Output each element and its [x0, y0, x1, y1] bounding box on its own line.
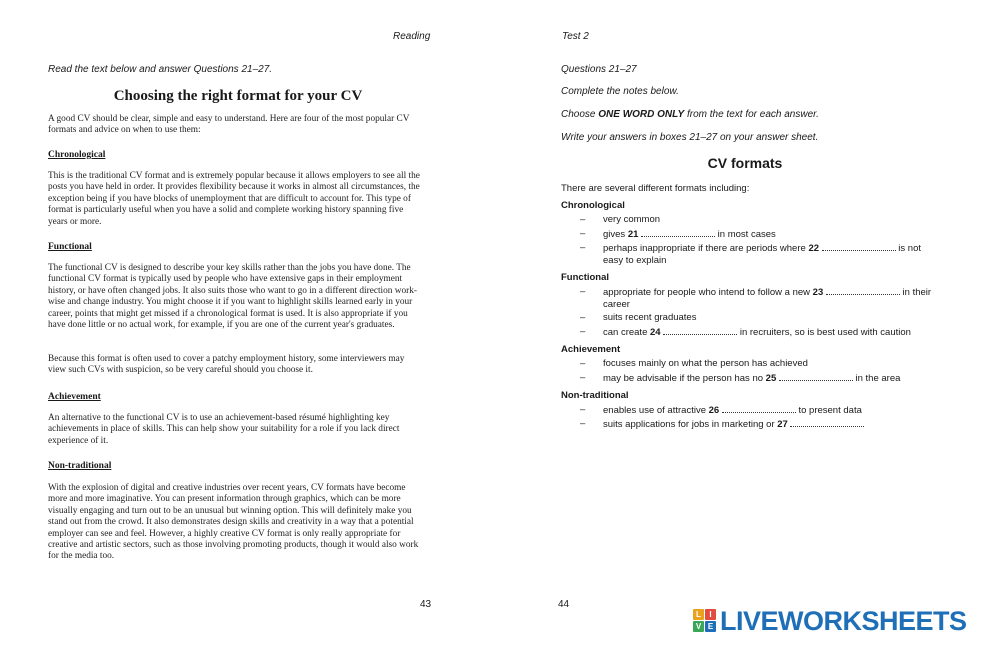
answer-sheet-instruction: Write your answers in boxes 21–27 on your answer sheet.	[561, 132, 819, 143]
notes-heading-achievement: Achievement	[561, 344, 621, 355]
section-heading-achievement: Achievement	[48, 392, 101, 402]
logo-tile-v: V	[693, 621, 704, 632]
notes-intro: There are several different formats including:	[561, 183, 750, 194]
intro-paragraph: A good CV should be clear, simple and easy to understand. Here are four of the most popular CV formats and advice on when to use them:	[48, 114, 410, 136]
article-title: Choosing the right format for your CV	[113, 88, 363, 104]
functional-paragraph-2: Because this format is often used to cover a patchy employment history, some interviewers may view such CVs with suspicion, so be very careful should you choose it.	[48, 354, 405, 376]
functional-paragraph-1: The functional CV is designed to describe your key skills rather than the jobs you have done. The functional CV format is typically used by people who have extensive gaps in their employment history, or have often changed jobs. It also suits those who want to go in a different direction work-wise and change industry. You might choose it if you want to highlight skills learned early in your career, points that might get missed if a chronological format is used. It is also appropriate if you have done little or no actual work, for example, if you are one of the current year's graduates.	[48, 263, 417, 331]
notes-heading-non-traditional: Non-traditional	[561, 390, 629, 401]
notes-title: CV formats	[707, 155, 783, 171]
reading-instruction: Read the text below and answer Questions 21–27.	[48, 64, 273, 75]
right-page: Test 2 Questions 21–27 Complete the notes below. Choose ONE WORD ONLY from the text for each answer. Write your answers in boxes 21–27 on your answer sheet. CV formats There are several different formats including: Chronological – very common – gives 21 in most cases – perhaps inappropriate if there are periods where 22 is not easy to explain Functional – appropriate for people who intend to follow a new 23 in their career – suits recent graduates – can create 24 in recruiters, so is best used with caution Achievement – focuses mainly on what the person has achieved – may be advisable if the person has no 25 in the area Non-traditional – enables use of attractive 26 to present data – suits applications for jobs in marketing or 27 44	[500, 0, 1000, 647]
logo-tile-i: I	[705, 609, 716, 620]
answer-gap-27[interactable]	[790, 418, 864, 427]
logo-tile-l: L	[693, 609, 704, 620]
non-traditional-paragraph: With the explosion of digital and creative industries over recent years, CV formats have become more and more imaginative. You can present information through graphics, which can be more visually engaging and turn out to be an unusual but winning option. This will definitely make you stand out from the crowd. It also demonstrates design skills and creativity in a way that a potential employer can see and feel. However, a highly creative CV format is only really appropriate for creative and artistic sectors, such as those involving promoting products, though it would also work for the media too.	[48, 483, 419, 562]
section-heading-non-traditional: Non-traditional	[48, 461, 112, 471]
right-page-number: 44	[558, 599, 570, 610]
answer-gap-26[interactable]	[722, 404, 796, 413]
section-heading-chronological: Chronological	[48, 150, 106, 160]
answer-gap-21[interactable]	[641, 228, 715, 237]
liveworksheets-logo-icon	[693, 609, 717, 633]
chronological-paragraph: This is the traditional CV format and is extremely popular because it allows employers to see all the posts you have held in order. It provides flexibility because it works in almost all circumstances, the exception being if you have blocks of unemployment that are difficult to account for. This type of format is particularly useful when you have a solid and complete working history spanning five years or more.	[48, 171, 420, 227]
logo-tile-e: E	[705, 621, 716, 632]
answer-gap-25[interactable]	[779, 372, 853, 381]
right-running-header: Test 2	[562, 31, 589, 42]
liveworksheets-logo	[693, 604, 993, 638]
questions-label: Questions 21–27	[561, 64, 637, 75]
liveworksheets-wordmark: LIVEWORKSHEETS	[720, 606, 967, 636]
answer-gap-24[interactable]	[663, 326, 737, 335]
notes-heading-functional: Functional	[561, 272, 610, 283]
left-page-number: 43	[420, 599, 432, 610]
notes-heading-chronological: Chronological	[561, 200, 625, 211]
answer-gap-23[interactable]	[826, 286, 900, 295]
section-heading-functional: Functional	[48, 242, 92, 252]
complete-notes-instruction: Complete the notes below.	[561, 86, 679, 97]
answer-gap-22[interactable]	[822, 242, 896, 251]
left-running-header: Reading	[393, 31, 431, 42]
word-limit-instruction: Choose ONE WORD ONLY from the text for each answer.	[561, 109, 819, 120]
achievement-paragraph: An alternative to the functional CV is to use an achievement-based résumé highlighting key achievements in place of skills. This can help show your suitability for a role if you lack direct experience of it.	[48, 413, 400, 446]
